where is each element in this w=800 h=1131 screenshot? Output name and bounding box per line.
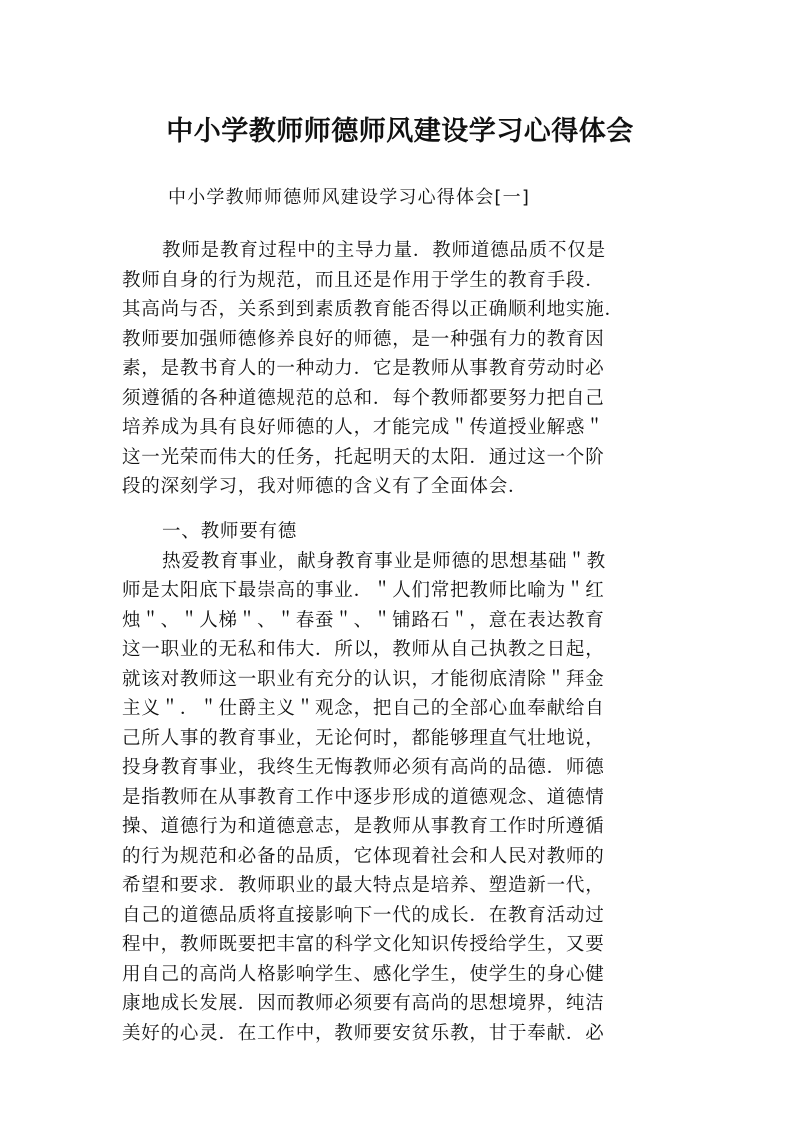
intro-paragraph [122,236,662,502]
paragraph-line: 须遵循的各种道德规范的总和．每个教师都要努力把自己 [122,387,605,409]
paragraph-line: 用自己的高尚人格影响学生、感化学生，使学生的身心健 [122,963,605,985]
document-title: 中小学教师师德师风建设学习心得体会 [166,116,634,147]
paragraph-line: 美好的心灵．在工作中，教师要安贫乐教，甘于奉献．必 [122,1022,605,1044]
paragraph-line: 希望和要求．教师职业的最大特点是培养、塑造新一代， [122,875,605,896]
paragraph-line: 就该对教师这一职业有充分的认识，才能彻底清除＂拜金 [122,668,605,690]
paragraph-line: 教师是教育过程中的主导力量．教师道德品质不仅是 [162,240,606,261]
paragraph-line: 程中，教师既要把丰富的科学文化知识传授给学生，又要 [122,934,605,955]
paragraph-line: 操、道德行为和道德意志，是教师从事教育工作时所遵循 [122,816,605,837]
paragraph-line: 培养成为具有良好师德的人，才能完成＂传道授业解惑＂ [122,417,605,438]
document-subtitle: 中小学教师师德师风建设学习心得体会[一] [168,187,531,208]
paragraph-line: 投身教育事业，我终生无悔教师必须有高尚的品德．师德 [122,757,605,778]
paragraph-line: 这一光荣而伟大的任务，托起明天的太阳．通过这一个阶 [122,446,605,468]
paragraph-line: 这一职业的无私和伟大．所以，教师从自己执教之日起， [122,639,605,660]
paragraph-line: 康地成长发展．因而教师必须要有高尚的思想境界，纯洁 [122,993,605,1014]
paragraph-line: 教师要加强师德修养良好的师德，是一种强有力的教育因 [122,328,605,350]
paragraph-line: 烛＂、＂人梯＂、＂春蚕＂、＂铺路石＂，意在表达教育 [122,609,605,631]
paragraph-line: 的行为规范和必备的品质，它体现着社会和人民对教师的 [122,845,605,867]
paragraph-line: 热爱教育事业，献身教育事业是师德的思想基础＂教 [162,550,606,572]
paragraph-line: 素，是教书育人的一种动力．它是教师从事教育劳动时必 [122,358,605,379]
paragraph-line: 己所人事的教育事业，无论何时，都能够理直气壮地说， [122,727,605,749]
paragraph-line: 师是太阳底下最崇高的事业．＂人们常把教师比喻为＂红 [122,580,605,601]
paragraph-line: 其高尚与否，关系到到素质教育能否得以正确顺利地实施． [122,299,624,320]
paragraph-line: 段的深刻学习，我对师德的含义有了全面体会． [122,476,528,497]
paragraph-line: 是指教师在从事教育工作中逐步形成的道德观念、道德情 [122,786,605,808]
paragraph-line: 教师自身的行为规范，而且还是作用于学生的教育手段． [122,269,605,291]
paragraph-line: 主义＂．＂仕爵主义＂观念，把自己的全部心血奉献给自 [122,698,605,719]
paragraph-line: 自己的道德品质将直接影响下一代的成长．在教育活动过 [122,904,605,926]
section-one [122,517,662,1048]
section-heading: 一、教师要有德 [162,521,298,542]
